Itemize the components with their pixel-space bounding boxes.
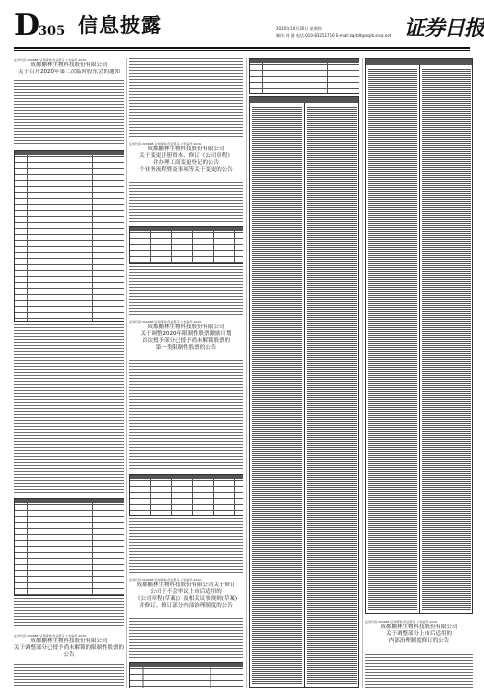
editor-contact: 制作:刘 倩 电话:010-83251716 E-mail:zqrb9@zqrb.sina.net bbox=[276, 33, 392, 38]
body-text-block bbox=[129, 618, 243, 658]
company-name: 成都鹏林生物科技股份有限公司 bbox=[147, 324, 225, 330]
article-headline: 《公司章程(草案)》及相关议事规则(草案) bbox=[134, 596, 238, 602]
company-name: 成都鹏林生物科技股份有限公司 bbox=[30, 62, 108, 68]
revised-clause-column bbox=[307, 107, 357, 685]
stock-code-line: 证券代码:300688 证券简称:创业黑马 公告编号:2020- bbox=[129, 578, 203, 582]
company-name: 成都鹏林生物科技股份有限公司 bbox=[30, 638, 108, 644]
article-headline: 内部治理制度修订的公告 bbox=[388, 638, 450, 644]
articles-comparison-table bbox=[249, 96, 359, 688]
newspaper-logo: 证券日报 bbox=[404, 15, 484, 40]
table-header bbox=[250, 59, 359, 63]
article-headline: 关于调整部分已授予尚未解锁的限制性股票的公告 bbox=[14, 645, 124, 658]
article-governance-rules bbox=[365, 620, 473, 645]
body-text-block bbox=[129, 360, 243, 470]
share-change-table bbox=[129, 474, 243, 516]
column-divider bbox=[304, 103, 305, 687]
articles-comparison-table-continued bbox=[365, 58, 473, 614]
column-4 bbox=[365, 58, 473, 688]
header-rule-thin bbox=[14, 50, 470, 51]
table-header bbox=[15, 151, 124, 155]
masthead bbox=[0, 0, 484, 56]
article-capital-change bbox=[129, 142, 243, 174]
article-meeting-notice bbox=[14, 58, 124, 76]
body-text-block bbox=[14, 598, 124, 628]
summary-table bbox=[249, 58, 359, 94]
regulation-list-table bbox=[129, 662, 243, 688]
article-headline: 第一类限制性股票的公告 bbox=[155, 345, 217, 351]
body-text-block bbox=[129, 58, 243, 138]
stock-code-line: 证券代码:300688 证券简称:创业黑马 公告编号:2020- bbox=[129, 320, 203, 324]
original-clause-column bbox=[368, 69, 417, 611]
proxy-table bbox=[14, 498, 124, 596]
amendment-table bbox=[129, 226, 243, 264]
article-headline: 并修订、修订部分内部治理制度的公告 bbox=[139, 603, 233, 609]
revised-clause-column bbox=[422, 69, 471, 611]
table-header bbox=[130, 663, 243, 667]
table-header bbox=[130, 227, 243, 231]
table-header bbox=[130, 475, 243, 479]
company-name: 成都鹏林生物科技股份有限公司关于修订 bbox=[136, 582, 236, 588]
table-header bbox=[15, 499, 124, 503]
body-text-block bbox=[129, 266, 243, 316]
column-2 bbox=[129, 58, 243, 688]
article-headline: 关于变更注册资本、修订《公司章程》 bbox=[139, 153, 233, 159]
column-divider bbox=[362, 58, 363, 688]
body-text-block bbox=[365, 654, 473, 688]
page-number: 305 bbox=[38, 24, 66, 39]
column-1 bbox=[14, 58, 124, 688]
original-clause-column bbox=[252, 107, 302, 685]
article-headline: 首次授予部分已授予尚未解锁股票的 bbox=[141, 338, 230, 344]
company-name: 成都鹏林生物科技股份有限公司 bbox=[380, 624, 458, 630]
article-headline: 关于调整部分上市后适用的 bbox=[385, 631, 452, 637]
issue-date: 2020年10月30日 星期四 bbox=[276, 26, 322, 31]
article-headline: 关于调整2020年限制性股票激励计划 bbox=[140, 331, 232, 337]
article-incentive-plan bbox=[129, 320, 243, 352]
section-title: 信息披露 bbox=[78, 13, 162, 37]
company-name: 成都鹏林生物科技股份有限公司 bbox=[147, 146, 225, 152]
column-divider bbox=[419, 65, 420, 613]
column-divider bbox=[126, 58, 127, 688]
body-text-block bbox=[14, 80, 124, 146]
column-divider bbox=[246, 58, 247, 688]
article-articles-revision bbox=[129, 578, 243, 610]
stock-code-line: 证券代码:300688 证券简称:创业黑马 公告编号:2020- bbox=[129, 142, 203, 146]
body-text-block bbox=[14, 664, 124, 688]
proposal-table bbox=[14, 150, 124, 322]
stock-code-line: 证券代码:300688 证券简称:创业黑马 公告编号:2020- bbox=[14, 634, 88, 638]
article-adjustment bbox=[14, 634, 124, 659]
article-headline: 关于召开2020年第二次临时股东会的通知 bbox=[18, 69, 120, 75]
article-headline: 公司于不会审议上市后适用的 bbox=[150, 589, 222, 595]
body-text-block bbox=[129, 518, 243, 574]
page-letter: D bbox=[14, 8, 40, 43]
stock-code-line: 证券代码:300688 证券简称:创业黑马 公告编号:2020- bbox=[14, 58, 88, 62]
article-headline: 个业务流程暨及事项等关于变更的公告 bbox=[139, 167, 233, 173]
header-rule bbox=[14, 47, 470, 49]
stock-code-line: 证券代码:300688 证券简称:创业黑马 公告编号:2020- bbox=[365, 620, 439, 624]
body-text-block bbox=[14, 324, 124, 494]
article-headline: 并办理工商变更登记的公告 bbox=[152, 160, 219, 166]
body-text-block bbox=[129, 182, 243, 222]
column-3 bbox=[249, 58, 359, 688]
